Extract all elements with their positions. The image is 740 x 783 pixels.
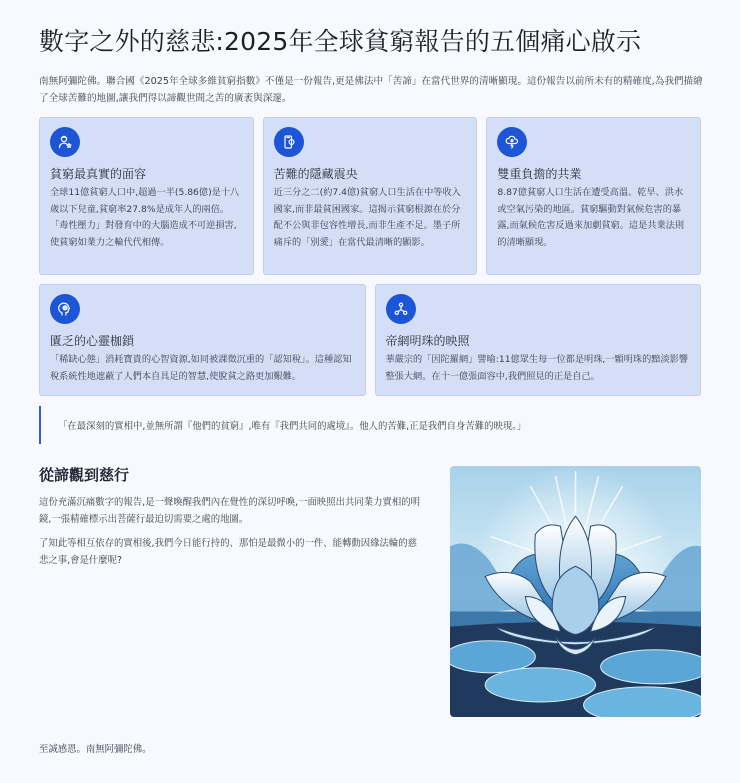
card-body: 近三分之二(約7.4億)貧窮人口生活在中等收入國家,而非最貧困國家。這揭示貧窮根源在於分配不公與非包容性增長,而非生產不足。墨子所痛斥的「別愛」在當代最清晰的顯影。	[273, 187, 461, 248]
cards-row-bottom	[39, 284, 701, 396]
reflection-text	[39, 464, 424, 717]
child-icon	[50, 127, 80, 157]
card-title: 貧窮最真實的面容	[50, 167, 147, 181]
card-double-burden	[486, 117, 701, 275]
card-indra-net	[375, 284, 702, 396]
card-title: 帝網明珠的映照	[385, 334, 470, 348]
section-paragraph: 了知此等相互依存的實相後,我們今日能行持的、那怕是最微小的一件、能轉動因緣法輪的慈悲之事,會是什麼呢?	[39, 538, 417, 566]
card-scarcity-mind	[39, 284, 366, 396]
page-title: 數字之外的慈悲:2025年全球貧窮報告的五個痛心啟示	[39, 27, 642, 56]
card-body: 華嚴宗的「因陀羅網」譬喻:11億眾生每一位都是明珠,一顆明珠的黯淡影響整張大網。在十一億張面容中,我們照見的正是自己。	[385, 354, 689, 382]
card-title: 苦難的隱藏震央	[273, 167, 358, 181]
card-hidden-epicenter	[263, 117, 478, 275]
cards-row-top	[39, 117, 701, 275]
closing-text: 至誠感恩。南無阿彌陀佛。	[39, 744, 152, 755]
network-nodes-icon	[386, 294, 416, 324]
card-body: 8.87億貧窮人口生活在遭受高溫、乾旱、洪水或空氣污染的地區。貧窮驅動對氣候危害的暴露,而氣候危害反過來加劇貧窮。這是共業法則的清晰顯現。	[497, 187, 685, 248]
storm-cloud-icon	[497, 127, 527, 157]
card-body: 全球11億貧窮人口中,超過一半(5.86億)是十八歲以下兒童,貧窮率27.8%是成年人的兩倍。「毒性壓力」對發育中的大腦造成不可逆損害,使貧窮如業力之輪代代相傳。	[50, 187, 240, 248]
lotus-illustration	[450, 466, 701, 717]
intro-paragraph: 南無阿彌陀佛。聯合國《2025年全球多維貧窮指數》不僅是一份報告,更是佛法中「苦諦」在當代世界的清晰顯現。這份報告以前所未有的精確度,為我們描繪了全球苦難的地圖,讓我們得以諦觀世間之苦的廣袤與深邃。	[39, 76, 703, 104]
phone-money-icon	[274, 127, 304, 157]
quote-text: 「在最深刻的實相中,並無所謂『他們的貧窮』,唯有『我們共同的處境』。他人的苦難,正是我們自身苦難的映現。」	[58, 421, 527, 432]
quote-block	[39, 406, 701, 444]
section-paragraph: 這份充滿沉痛數字的報告,是一聲喚醒我們內在覺性的深切呼喚,一面映照出共同業力實相的明鏡,一張精確標示出菩薩行最迫切需要之處的地圖。	[39, 497, 420, 525]
card-body: 「稀缺心態」消耗寶貴的心智資源,如同被課徵沉重的「認知稅」。這種認知稅系統性地遮蔽了人們本自具足的智慧,使脫貧之路更加艱難。	[50, 354, 352, 382]
card-child-poverty	[39, 117, 254, 275]
card-title: 匱乏的心靈枷鎖	[50, 334, 135, 348]
reflection-section	[39, 464, 701, 717]
card-title: 雙重負擔的共業	[497, 167, 582, 181]
section-title: 從諦觀到慈行	[39, 466, 130, 484]
brain-head-icon	[50, 294, 80, 324]
